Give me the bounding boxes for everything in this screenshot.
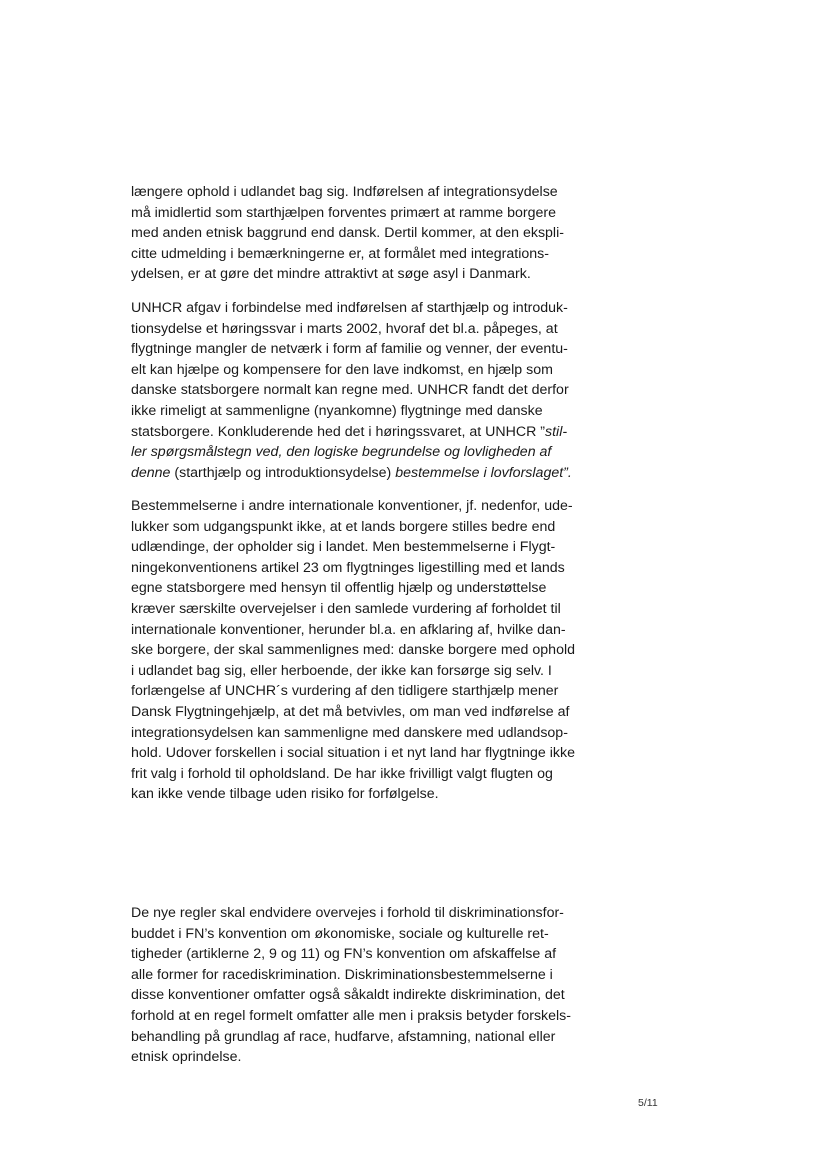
text-line: buddet i FN’s konvention om økonomiske, sociale og kulturelle ret- — [131, 925, 549, 942]
italic-quote: ler spørgsmålstegn ved, den logiske begrundelse og lovligheden af — [131, 444, 552, 461]
paragraph-unhcr-consultation — [131, 298, 611, 483]
text-line: udlændinge, der opholder sig i landet. Men bestemmelserne i Flygt- — [131, 539, 556, 556]
text-line: længere ophold i udlandet bag sig. Indførelsen af integrationsydelse — [131, 184, 558, 200]
text-line: Bestemmelserne i andre internationale konventioner, jf. nedenfor, ude- — [131, 498, 573, 514]
text-line: integrationsydelsen kan sammenligne med danskere med udlandsop- — [131, 724, 568, 741]
text-line: frit valg i forhold til opholdsland. De har ikke frivilligt valgt flugten og — [131, 765, 553, 782]
italic-quote: bestemmelse i lovforslaget”. — [395, 464, 572, 481]
text-line: med anden etnisk baggrund end dansk. Dertil kommer, at den ekspli- — [131, 225, 564, 242]
text-line: kræver særskilte overvejelser i den samlede vurdering af forholdet til — [131, 600, 561, 617]
text-line: elt kan hjælpe og kompensere for den lave indkomst, en hjælp som — [131, 361, 553, 378]
text-line: må imidlertid som starthjælpen forventes primært at ramme borgere — [131, 204, 556, 221]
text-line: tigheder (artiklerne 2, 9 og 11) og FN’s konvention om afskaffelse af — [131, 946, 557, 963]
text-segment: (starthjælp og introduktionsydelse) — [170, 464, 396, 481]
italic-quote: stil- — [545, 423, 568, 440]
text-line: forlængelse af UNCHR´s vurdering af den tidligere starthjælp mener — [131, 683, 559, 700]
text-line: danske statsborgere normalt kan regne med. UNHCR fandt det derfor — [131, 382, 569, 399]
text-line: hold. Udover forskellen i social situation i et nyt land har flygtninge ikke — [131, 745, 575, 762]
text-line: alle former for racediskrimination. Diskriminationsbestemmelserne i — [131, 966, 553, 983]
text-line: ske borgere, der skal sammenlignes med: danske borgere med ophold — [131, 642, 575, 659]
text-line — [131, 442, 611, 463]
text-line: forhold at en regel formelt omfatter alle men i praksis betyder forskels- — [131, 1007, 571, 1024]
text-line: De nye regler skal endvidere overvejes i forhold til diskriminationsfor- — [131, 905, 564, 921]
text-line: Dansk Flygtningehjælp, at det må betvivles, om man ved indførelse af — [131, 703, 570, 720]
text-line: ningekonventionens artikel 23 om flygtninges ligestilling med et lands — [131, 559, 565, 576]
text-line: internationale konventioner, herunder bl.a. en afklaring af, hvilke dan- — [131, 621, 566, 638]
text-line — [131, 463, 611, 484]
paragraph-discrimination — [131, 903, 611, 1068]
text-segment: statsborgere. Konkluderende hed det i høringssvaret, at UNHCR ” — [131, 423, 546, 440]
italic-quote: denne — [131, 464, 171, 481]
page-number: 5/11 — [638, 1097, 658, 1109]
text-line: UNHCR afgav i forbindelse med indførelsen af starthjælp og introduk- — [131, 300, 568, 316]
paragraph-integration-allowance — [131, 182, 611, 285]
text-line: flygtninge mangler de netværk i form af familie og venner, der eventu- — [131, 341, 568, 358]
text-line: ikke rimeligt at sammenligne (nyankomne) flygtninge med danske — [131, 402, 543, 419]
text-line: etnisk oprindelse. — [131, 1049, 242, 1066]
text-line: behandling på grundlag af race, hudfarve, afstamning, national eller — [131, 1028, 556, 1045]
text-line: lukker som udgangspunkt ikke, at et lands borgere stilles bedre end — [131, 518, 556, 535]
text-line: tionsydelse et høringssvar i marts 2002, hvoraf det bl.a. påpeges, at — [131, 320, 558, 337]
text-line: egne statsborgere med hensyn til offentlig hjælp og understøttelse — [131, 580, 547, 597]
text-line: kan ikke vende tilbage uden risiko for forfølgelse. — [131, 786, 439, 803]
text-line: ydelsen, er at gøre det mindre attraktivt at søge asyl i Danmark. — [131, 266, 531, 283]
text-line: disse konventioner omfatter også såkaldt indirekte diskrimination, det — [131, 987, 565, 1004]
text-line: i udlandet bag sig, eller herboende, der ikke kan forsørge sig selv. I — [131, 662, 552, 679]
text-line: citte udmelding i bemærkningerne er, at formålet med integrations- — [131, 245, 549, 262]
text-line — [131, 422, 611, 443]
paragraph-international-conventions — [131, 496, 611, 805]
